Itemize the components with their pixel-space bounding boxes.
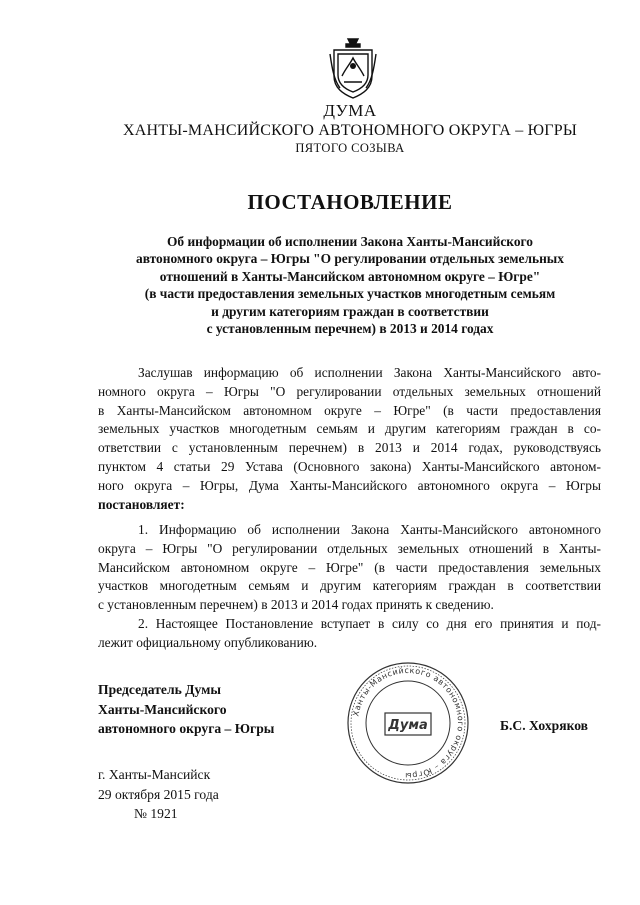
subject-line: Об информации об исполнении Закона Ханты-Мансийского [167, 234, 533, 249]
item-1-line: 1. Информацию об исполнении Закона Ханты-Мансийского автономного [138, 522, 601, 537]
place-date-number [98, 765, 219, 824]
signatory-title-line: Ханты-Мансийского [98, 701, 227, 717]
document-subject [0, 233, 640, 337]
document-date: 29 октября 2015 года [98, 786, 219, 802]
org-name: ДУМА [323, 101, 377, 120]
stamp-center-text: Дума [388, 718, 428, 733]
signatory-title-line: автономного округа – Югры [98, 721, 275, 737]
item-1-line: с установленным перечнем) в 2013 и 2014 годах принять к сведению. [98, 597, 494, 613]
item-2-line: лежит официальному опубликованию. [98, 634, 318, 650]
org-region: ХАНТЫ-МАНСИЙСКОГО АВТОНОМНОГО ОКРУГА – ЮГРЫ [123, 122, 577, 139]
preamble-line: ответствии с установленным перечнем) в 2013 и 2014 годах, руководствуясь [98, 440, 601, 456]
signatory-title-line: Председатель Думы [98, 682, 222, 697]
resolution-items [98, 521, 601, 653]
preamble-line: номного округа – Югры "О регулировании отдельных земельных отношений [98, 383, 601, 399]
coat-of-arms-emblem-icon [328, 36, 378, 100]
preamble-line: Заслушав информацию об исполнении Закона Ханты-Мансийского авто- [138, 365, 601, 380]
signatory-title [98, 680, 274, 739]
subject-line: и другим категориям граждан в соответствии [211, 303, 489, 319]
item-2-line: 2. Настоящее Постановление вступает в силу со дня его принятия и под- [138, 615, 601, 631]
item-1-line: Мансийском автономном округе – Югре" (в части предоставления земельных [98, 559, 601, 575]
item-1-line: округа – Югры "О регулировании отдельных земельных отношений в Ханты- [98, 540, 601, 556]
stamp-ring-text: Ханты-Мансийского автономного округа – Югры [351, 665, 466, 781]
preamble-line: земельных участков многодетным семьям и другим категориям граждан в со- [98, 421, 601, 437]
item-1-line: участков многодетным семьям и другим категориям граждан в соответствии [98, 578, 601, 594]
signatory-name: Б.С. Хохряков [500, 718, 589, 733]
preamble-line: в Ханты-Мансийском автономном округе – Югре" (в части предоставления [98, 402, 601, 418]
document-type-title: ПОСТАНОВЛЕНИЕ [247, 190, 453, 214]
official-stamp-icon [345, 660, 471, 786]
resolves-word: постановляет: [98, 496, 185, 512]
preamble-line: ного округа – Югры, Дума Ханты-Мансийского автономного округа – Югры [98, 477, 601, 493]
subject-line: автономного округа – Югры "О регулировании отдельных земельных [136, 251, 564, 267]
subject-line: отношений в Ханты-Мансийском автономном округе – Югре" [159, 268, 541, 284]
document-number: № 1921 [134, 806, 178, 822]
city: г. Ханты-Мансийск [98, 767, 211, 782]
preamble-line: пунктом 4 статьи 29 Устава (Основного закона) Ханты-Мансийского автоном- [98, 458, 601, 474]
subject-line: (в части предоставления земельных участков многодетным семьям [144, 286, 556, 302]
convocation: ПЯТОГО СОЗЫВА [295, 141, 405, 155]
subject-line: с установленным перечнем) в 2013 и 2014 годах [206, 321, 494, 337]
preamble-paragraph [98, 364, 601, 514]
